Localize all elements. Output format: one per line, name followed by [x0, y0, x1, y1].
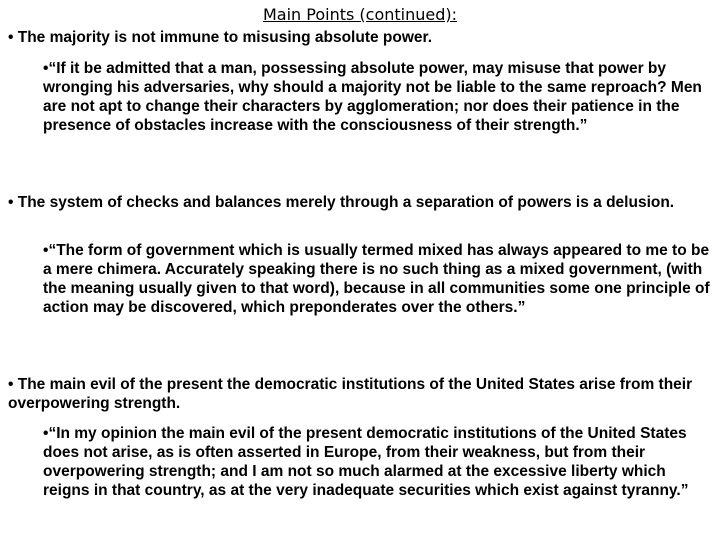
bullet-icon: • [8, 29, 14, 46]
main-point-1 [8, 28, 714, 47]
main-point-3 [8, 375, 714, 413]
slide-title: Main Points (continued): [262, 5, 458, 24]
bullet-icon: • [43, 242, 49, 259]
quote-text: “The form of government which is usually termed mixed has always appeared to me to be a mere chimera. Accurately speaking there is no such thing as a mixed government, (with the meaning usually given to that word), because in all communities some one principle of action may be discovered, which preponderates over the others.” [43, 242, 710, 316]
main-point-2 [8, 193, 714, 212]
quote-text: “In my opinion the main evil of the present democratic institutions of the United States does not arise, as is often asserted in Europe, from their weakness, but from their overpowering strength; and I am not so much alarmed at the excessive liberty which reigns in that country, as at the very inadequate securities which exist against tyranny.” [43, 425, 689, 499]
bullet-icon: • [8, 376, 14, 393]
main-point-text: The main evil of the present the democratic institutions of the United States arise from their overpowering strength. [8, 376, 693, 412]
bullet-icon: • [43, 60, 49, 77]
main-point-text: The majority is not immune to misusing absolute power. [17, 29, 433, 46]
quote-3 [43, 424, 715, 500]
quote-1 [43, 59, 715, 135]
quote-text: “If it be admitted that a man, possessing absolute power, may misuse that power by wronging his adversaries, why should a majority not be liable to the same reproach? Men are not apt to change their characters by agglomeration; nor does their patience in the presence of obstacles increase with the consciousness of their strength.” [43, 60, 702, 134]
quote-2 [43, 241, 715, 317]
bullet-icon: • [8, 194, 14, 211]
main-point-text: The system of checks and balances merely through a separation of powers is a delusion. [17, 194, 675, 211]
bullet-icon: • [43, 425, 49, 442]
